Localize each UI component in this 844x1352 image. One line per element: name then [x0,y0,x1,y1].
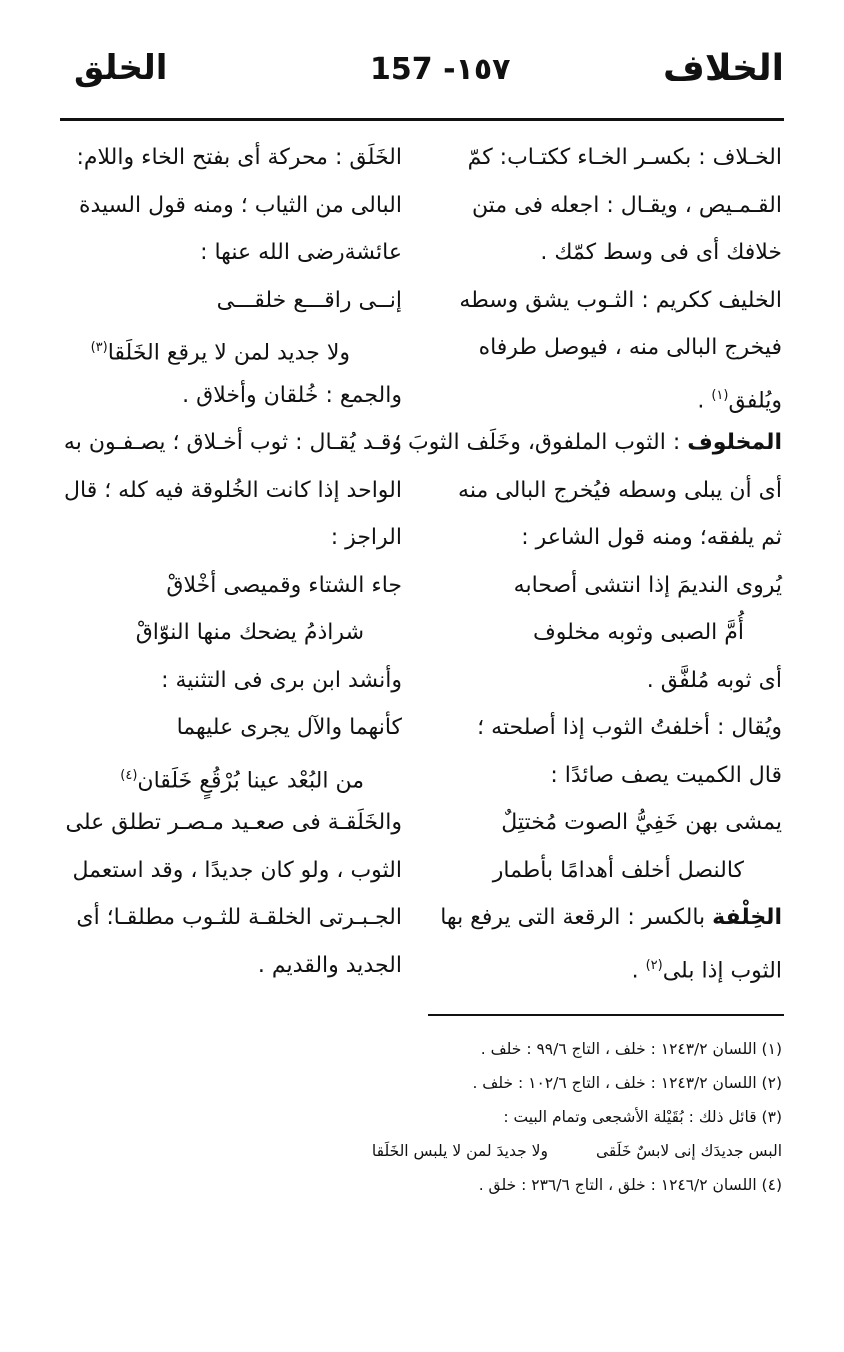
page-number-arabic: ١٥٧ [455,52,511,87]
footnote-ref: (٢) [645,957,663,973]
text-line: أى أن يبلى وسطه فيُخرج البالى منه [458,477,782,503]
text-line: الراجز : [330,525,402,550]
text-line: القـمـيص ، ويقـال : اجعله فى متن [471,192,782,218]
verse-line: يمشى بهن خَفِيُّ الصوت مُختتِلٌ [501,810,782,835]
verse-line: كالنصل أخلف أهدامًا بأطمار [492,857,744,883]
footnote: (٢) اللسان ١٢٤٣/٢ : خلف ، التاج ١٠٢/٦ : خلف . [472,1074,782,1092]
text-line: قال الكميت يصف صائدًا : [550,762,782,788]
text-line: الواحد إذا كانت الخُلوقة فيه كله ؛ قال [64,477,402,503]
verse-hemistich: البس جديدَك إنى لابسٌ خَلَقى [595,1142,782,1160]
text-line: ويُقال : أخلفتُ الثوب إذا أصلحته ؛ [477,715,782,740]
text-line: والجمع : خُلقان وأخلاق . [182,382,402,408]
left-column [63,134,402,989]
entry-headword: الخِلْفة [712,905,782,930]
page-number-separator: - [443,52,456,87]
text-line: أى ثوبه مُلفَّق . [646,667,782,693]
header-rule [60,118,784,121]
verse-line: أُمَّ الصبى وثوبه مخلوف [532,620,744,645]
verse-line: من البُعْد عينا بُرْقُعٍ خَلَقان$^{(٤)}$ [120,767,364,793]
text-line: ثم يلفقه؛ ومنه قول الشاعر : [521,525,782,550]
text-line: المخلوف : الثوب الملفوق، وخَلَف الثوبَ ؛ [394,430,782,455]
verse-line: يُروى النديمَ إذا انتشى أصحابه [513,572,782,598]
footnote-verse [62,1134,782,1168]
footnotes [62,1032,782,1202]
footnote-ref: (١) [711,387,729,403]
verse-line: جاء الشتاء وقميصى أخْلاقْ [166,572,402,598]
verse-hemistich: ولا جديدَ لمن لا يلبس الخَلَقا [371,1142,548,1160]
verse-line: ولا جديد لمن لا يرقع الخَلَقا$^{(٣)}$ [90,340,350,366]
text-line: الخليف ككريم : الثـوب يشق وسطه [459,287,782,313]
entry-headword: المخلوف [687,430,782,455]
page-number-latin: 157 [370,52,433,87]
text-line: وقـد يُقـال : ثوب أخـلاق ؛ يصـفـون به [63,430,402,455]
footnote-rule [428,1014,784,1016]
footnote: (١) اللسان ١٢٤٣/٢ : خلف ، التاج ٩٩/٦ : خلف . [480,1040,782,1058]
verse-line: كأنهما والآل يجرى عليهما [176,715,402,740]
text-line: فيخرج البالى منه ، فيوصل طرفاه [478,335,782,360]
page-number [370,52,510,87]
page-header [60,48,784,112]
text-line: الخَلَق : محركة أى بفتح الخاء واللام: [76,145,402,170]
text-line: الخـلاف : بكسـر الخـاء ككتـاب: كمّ [467,145,782,170]
text-line: الثوب ، ولو كان جديدًا ، وقد استعمل [72,857,402,883]
footnote-ref: (٤) [120,767,138,783]
text-line: الثوب إذا بلى$^{(٢)}$ . [631,957,782,983]
footnote-ref: (٣) [90,340,108,355]
running-head-left: الخلق [74,48,168,88]
footnote: (٣) قائل ذلك : بُقَيْلة الأشجعى وتمام البيت : [503,1108,782,1126]
text-line: البالى من الثياب ؛ ومنه قول السيدة [78,192,402,218]
text-line: الخِلْفة بالكسر : الرقعة التى يرفع بها [440,905,782,930]
text-line: ويُلفق$^{(١)}$ . [697,387,782,413]
running-head-right: الخلاف [663,48,784,89]
right-column [394,134,782,989]
text-line: وأنشد ابن برى فى التثنية : [161,667,402,693]
text-line: والخَلَقـة فى صعـيد مـصـر تطلق على [65,810,402,835]
verse-line: شراذمُ يضحك منها النوّاقْ [135,620,364,645]
verse-line: إنــى راقـــع خلقـــى [216,287,402,313]
text-line: الجديد والقديم . [257,952,402,978]
text-line: الجـبـرتى الخلقـة للثـوب مطلقـا؛ أى [76,905,402,930]
text-line: عائشةرضى الله عنها : [200,240,402,265]
footnote: (٤) اللسان ١٢٤٦/٢ : خلق ، التاج ٢٣٦/٦ : خلق . [478,1176,782,1194]
text-line: خلافك أى فى وسط كمّك . [540,240,782,265]
